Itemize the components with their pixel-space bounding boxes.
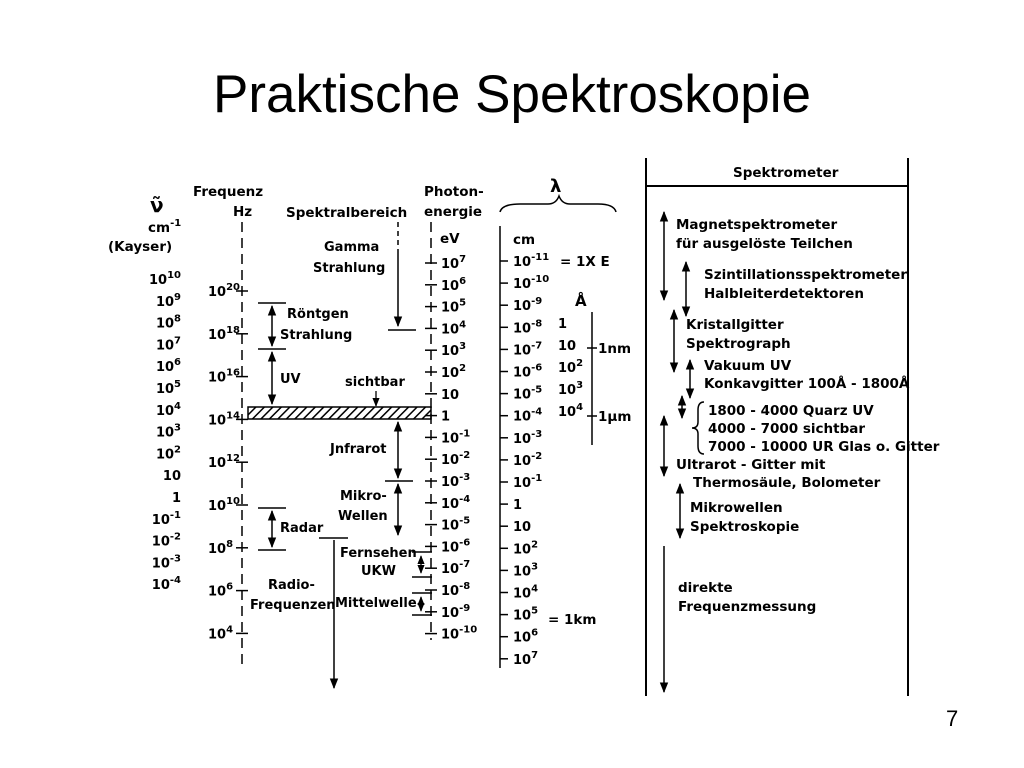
photon-header-2: energie bbox=[424, 204, 483, 220]
wavenumber-tick-label: $10^6$ bbox=[155, 357, 181, 376]
wavenumber-tick-label: 10 bbox=[162, 469, 181, 485]
spec-item-3: Szintillationsspektrometer bbox=[704, 267, 907, 283]
wavelength-tick-label: $10^{-6}$ bbox=[513, 362, 543, 381]
roentgen-label-2: Strahlung bbox=[280, 328, 353, 343]
wavenumber-tick-label: $10^{10}$ bbox=[148, 270, 181, 288]
angstrom-tick-label: 10 bbox=[558, 339, 577, 354]
wavelength-ticks bbox=[500, 252, 549, 668]
spec-item-10: 4000 - 7000 sichtbar bbox=[708, 421, 866, 437]
wavenumber-tick-label: $10^7$ bbox=[155, 335, 181, 354]
page-number: 7 bbox=[946, 706, 959, 731]
photon-tick-label: $10^4$ bbox=[441, 319, 467, 338]
wavelength-tick-label: $10^2$ bbox=[513, 539, 539, 558]
photon-tick-label: $10^2$ bbox=[441, 363, 467, 381]
uv-label: UV bbox=[280, 372, 301, 387]
medium-wave-label: Mittelwelle bbox=[335, 596, 417, 611]
photon-tick-label: $10^5$ bbox=[441, 297, 467, 316]
wavenumber-tick-label: $10^{-2}$ bbox=[151, 531, 181, 550]
wavelength-tick-label: $10^{-2}$ bbox=[513, 450, 543, 469]
wavenumber-tick-label: $10^5$ bbox=[155, 379, 181, 397]
spec-item-9: 1800 - 4000 Quarz UV bbox=[708, 403, 874, 419]
photon-tick-label: 10 bbox=[441, 387, 460, 403]
tv-label-2: UKW bbox=[361, 564, 396, 579]
wavelength-tick-label: $10^{-11}$ bbox=[513, 252, 550, 270]
frequency-header: Frequenz bbox=[193, 184, 264, 200]
spec-item-8: Konkavgitter 100Å - 1800Å bbox=[704, 376, 910, 392]
angstrom-tick-label: $10^4$ bbox=[558, 402, 584, 420]
photon-tick-label: $10^{-2}$ bbox=[441, 450, 471, 469]
wavenumber-tick-label: $10^4$ bbox=[155, 400, 181, 419]
photon-tick-label: $10^7$ bbox=[441, 254, 467, 272]
photon-tick-label: $10^{-6}$ bbox=[441, 537, 471, 556]
spec-item-4: Halbleiterdetektoren bbox=[704, 286, 864, 302]
wavelength-tick-label: $10^6$ bbox=[513, 627, 539, 646]
wavelength-tick-label: $10^7$ bbox=[513, 649, 539, 668]
photon-tick-label: $10^{-1}$ bbox=[441, 428, 471, 447]
angstrom-ticks bbox=[558, 317, 583, 420]
um-label: 1µm bbox=[598, 409, 632, 425]
wavelength-tick-label: $10^{-5}$ bbox=[513, 384, 543, 403]
frequency-tick-label: $10^{20}$ bbox=[208, 282, 241, 300]
gamma-label-1: Gamma bbox=[324, 240, 380, 255]
photon-tick-label: $10^{-3}$ bbox=[441, 472, 471, 490]
photon-tick-label: $10^6$ bbox=[441, 275, 467, 294]
radar-label: Radar bbox=[280, 521, 324, 536]
wavenumber-tick-label: $10^{-4}$ bbox=[151, 575, 181, 594]
photon-ticks bbox=[425, 254, 477, 643]
angstrom-tick-label: 1 bbox=[558, 317, 568, 332]
wavelength-tick-label: $10^{-3}$ bbox=[513, 428, 543, 447]
photon-tick-label: $10^3$ bbox=[441, 341, 467, 360]
wavenumber-ticks bbox=[149, 270, 181, 593]
frequency-tick-label: $10^{16}$ bbox=[208, 367, 241, 386]
xe-note: = 1X E bbox=[560, 254, 610, 270]
optics-brace bbox=[692, 402, 704, 454]
spec-item-1: Magnetspektrometer bbox=[676, 217, 838, 233]
angstrom-tick-label: $10^2$ bbox=[558, 358, 584, 376]
spectrometer-header: Spektrometer bbox=[733, 165, 839, 181]
spec-item-16: direkte bbox=[678, 580, 733, 596]
photon-tick-label: $10^{-5}$ bbox=[441, 515, 471, 534]
gamma-label-2: Strahlung bbox=[313, 261, 386, 276]
wavenumber-tick-label: $10^8$ bbox=[155, 313, 181, 332]
photon-tick-label: $10^{-7}$ bbox=[441, 559, 471, 578]
micro-label-2: Wellen bbox=[338, 509, 388, 524]
wavelength-tick-label: $10^4$ bbox=[513, 583, 539, 602]
photon-unit: eV bbox=[440, 231, 460, 247]
spec-item-14: Mikrowellen bbox=[690, 500, 783, 516]
spec-item-11: 7000 - 10000 UR Glas o. Gitter bbox=[708, 439, 940, 455]
photon-tick-label: $10^{-4}$ bbox=[441, 493, 471, 512]
photon-tick-label: $10^{-10}$ bbox=[441, 624, 478, 643]
wavelength-tick-label: 1 bbox=[513, 498, 523, 514]
wavelength-tick-label: $10^{-10}$ bbox=[513, 274, 550, 293]
wavenumber-tick-label: $10^{-1}$ bbox=[151, 509, 181, 528]
visible-label: sichtbar bbox=[345, 375, 405, 390]
frequency-tick-label: $10^{18}$ bbox=[208, 324, 241, 343]
micro-label-1: Mikro- bbox=[340, 489, 387, 504]
frequency-tick-label: $10^{12}$ bbox=[208, 453, 241, 472]
infrared-label: Jnfrarot bbox=[330, 442, 387, 457]
spec-item-2: für ausgelöste Teilchen bbox=[676, 236, 853, 252]
frequency-tick-label: $10^4$ bbox=[208, 624, 234, 643]
frequency-unit: Hz bbox=[233, 204, 253, 220]
wavenumber-unit: $cm^{-1}$ bbox=[148, 218, 182, 236]
wavenumber-symbol: ν̃ bbox=[150, 193, 164, 217]
wavenumber-tick-label: $10^2$ bbox=[155, 444, 181, 463]
km-note: = 1km bbox=[548, 612, 597, 628]
wavenumber-tick-label: 1 bbox=[171, 491, 181, 506]
radio-label-2: Frequenzen bbox=[250, 598, 336, 613]
frequency-tick-label: $10^6$ bbox=[208, 581, 234, 600]
spec-item-12: Ultrarot - Gitter mit bbox=[676, 457, 826, 473]
wavenumber-tick-label: $10^9$ bbox=[155, 291, 181, 310]
frequency-tick-label: $10^8$ bbox=[208, 538, 234, 557]
spec-item-6: Spektrograph bbox=[686, 336, 791, 352]
angstrom-unit: Å bbox=[575, 292, 587, 310]
nm-label: 1nm bbox=[598, 341, 632, 357]
wavelength-tick-label: $10^{-8}$ bbox=[513, 318, 543, 337]
wavelength-tick-label: $10^{-9}$ bbox=[513, 296, 543, 315]
tv-label-1: Fernsehen bbox=[340, 546, 417, 561]
photon-header-1: Photon- bbox=[424, 184, 484, 200]
spec-item-17: Frequenzmessung bbox=[678, 599, 817, 615]
wavelength-tick-label: $10^{-4}$ bbox=[513, 406, 543, 425]
slide-title: Praktische Spektroskopie bbox=[212, 65, 811, 124]
wavelength-brace bbox=[500, 196, 616, 212]
wavelength-unit: cm bbox=[513, 232, 536, 248]
spectral-header: Spektralbereich bbox=[286, 205, 408, 221]
photon-tick-label: 1 bbox=[441, 409, 451, 425]
radio-label-1: Radio- bbox=[268, 578, 315, 593]
wavelength-tick-label: $10^5$ bbox=[513, 605, 539, 624]
wavelength-tick-label: $10^{-7}$ bbox=[513, 340, 543, 359]
wavenumber-name: (Kayser) bbox=[108, 239, 173, 255]
roentgen-label-1: Röntgen bbox=[287, 307, 349, 322]
wavenumber-tick-label: $10^{-3}$ bbox=[151, 553, 181, 572]
wavelength-tick-label: 10 bbox=[513, 520, 532, 536]
wavelength-symbol: λ bbox=[550, 176, 562, 197]
spec-item-13: Thermosäule, Bolometer bbox=[693, 475, 881, 491]
spec-item-5: Kristallgitter bbox=[686, 317, 784, 333]
spec-item-15: Spektroskopie bbox=[690, 519, 800, 535]
wavenumber-tick-label: $10^3$ bbox=[155, 422, 181, 441]
wavelength-tick-label: $10^3$ bbox=[513, 561, 539, 580]
photon-tick-label: $10^{-8}$ bbox=[441, 581, 471, 599]
frequency-tick-label: $10^{10}$ bbox=[208, 496, 241, 514]
photon-tick-label: $10^{-9}$ bbox=[441, 602, 471, 621]
wavelength-tick-label: $10^{-1}$ bbox=[513, 473, 543, 491]
spec-item-7: Vakuum UV bbox=[704, 358, 792, 374]
angstrom-tick-label: $10^3$ bbox=[558, 380, 584, 398]
frequency-tick-label: $10^{14}$ bbox=[208, 410, 241, 429]
visible-band bbox=[248, 407, 431, 419]
